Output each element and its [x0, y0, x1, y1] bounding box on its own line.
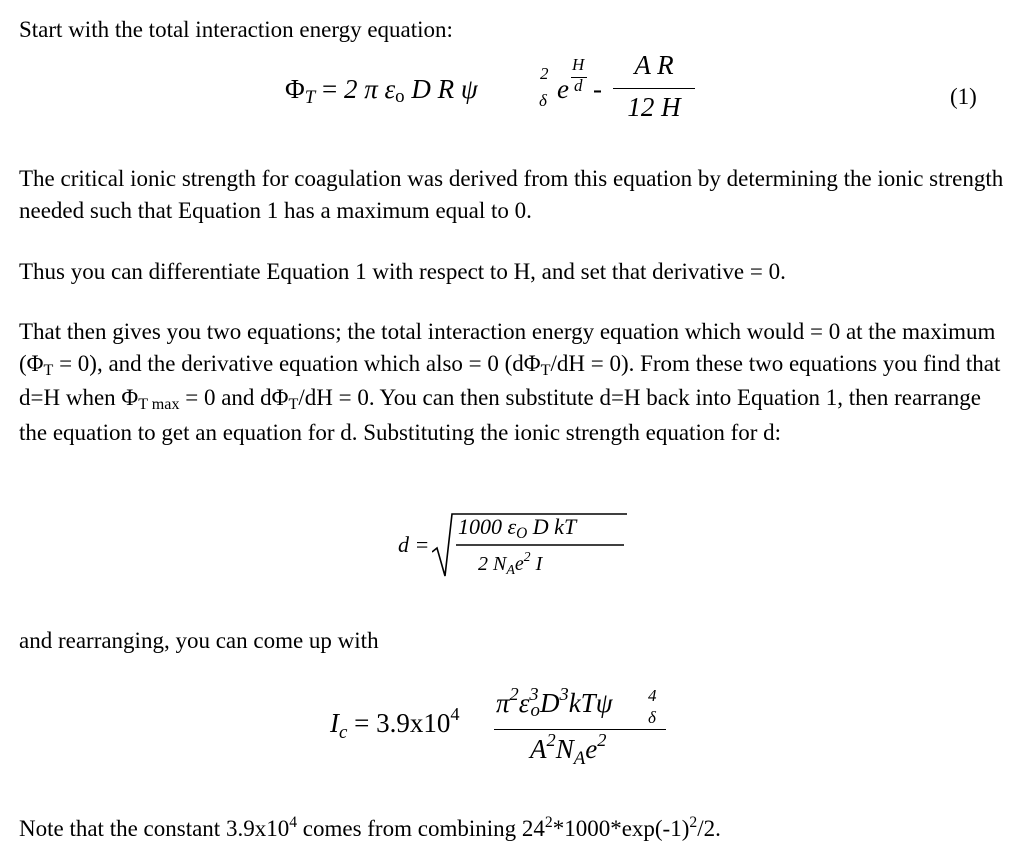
eq1-frac-den: 12 H	[627, 92, 681, 122]
eq1-psi-sup: 2	[540, 64, 549, 83]
eq1-r: R	[437, 74, 455, 104]
eq1-psi-sub: δ	[539, 91, 547, 110]
critical-strength-text: The critical ionic strength for coagulation was derived from this equation by determining the ionic strength needed such that Equation 1 has a maximum equal to 0.	[19, 166, 1004, 223]
note-text: Note that the constant $3.9x10^4$ comes from combining $24^2*1000*\exp(-1)^2/2$.	[19, 814, 721, 841]
eq2-denominator: 2 $N_Ae^2$ I	[478, 549, 543, 578]
eq1-phi-sub: T	[304, 87, 316, 108]
eq1-epsilon-sub: o	[395, 86, 405, 107]
equation-d	[398, 508, 628, 588]
eq3-numerator: $\pi^2\varepsilon^3oD^3kT\psi$	[496, 684, 613, 721]
eq1-d: D	[411, 74, 431, 104]
eq1-equals: =	[322, 74, 338, 104]
eq2-lhs: d =	[398, 532, 430, 557]
eq1-exp-num: H	[572, 55, 585, 74]
eq1-two: 2	[344, 74, 358, 104]
eq1-minus: -	[593, 74, 602, 104]
eq3-psi-sup: 4	[648, 686, 657, 705]
equation-number: (1)	[950, 84, 977, 109]
differentiate-text: Thus you can differentiate Equation 1 with respect to H, and set that derivative = 0.	[19, 259, 786, 284]
eq1-phi: Φ	[285, 74, 305, 104]
eq1-frac-num: A R	[634, 50, 674, 80]
eq1-e: e	[557, 74, 569, 104]
rearranging-text: and rearranging, you can come up with	[19, 628, 379, 653]
eq1-exp-den: d	[574, 76, 583, 95]
eq1-psi: ψ	[460, 74, 478, 104]
eq1-epsilon: ε	[384, 74, 396, 104]
eq3-lhs: $I_c = 3.9x10^4$	[330, 704, 460, 743]
eq3-psi-sub: δ	[648, 708, 656, 727]
eq3-denominator: $A^2N_Ae^2$	[530, 730, 607, 769]
two-equations-text: That then gives you two equations; the total interaction energy equation which would = 0 at the maximum (ΦT = 0), and the derivative equation which also = 0 (dΦT/dH = 0). From these two equations you find that d=H when ΦT max = 0 and dΦT/dH = 0. You can then substitute d=H back into Equation 1, then rearrange the equation to get an equation for d. Substituting the ionic strength equation for d:	[19, 319, 1001, 445]
intro-text: Start with the total interaction energy equation:	[19, 17, 453, 42]
eq2-numerator: 1000 εO D kT	[458, 514, 577, 542]
eq1-pi: π	[364, 74, 378, 104]
eq1-lhs	[285, 74, 478, 108]
equation-1	[285, 50, 705, 135]
equation-ic	[330, 684, 680, 778]
